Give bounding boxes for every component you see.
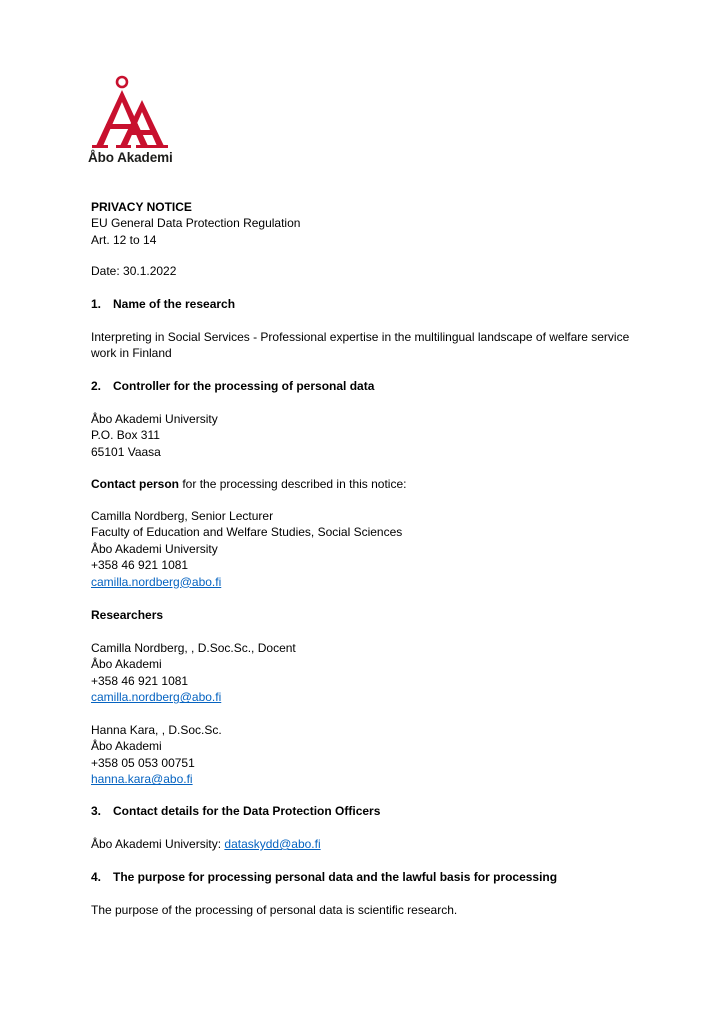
section-number: 4.: [91, 870, 102, 884]
researcher-1-email-link[interactable]: camilla.nordberg@abo.fi: [91, 690, 222, 705]
articles-line: Art. 12 to 14: [91, 232, 157, 247]
section-number: 2.: [91, 379, 102, 393]
section-2-heading: [91, 378, 671, 394]
researcher-1: Camilla Nordberg, , D.Soc.Sc., Docent Åbo Akademi +358 46 921 1081 camilla.nordberg@abo.fi: [91, 641, 296, 705]
section-number: 1.: [91, 297, 102, 311]
section-title: Name of the research: [113, 297, 236, 311]
contact-person-details: Camilla Nordberg, Senior Lecturer Faculty of Education and Welfare Studies, Social Sciences Åbo Akademi University +358 46 921 1081 camilla.nordberg@abo.fi: [91, 509, 403, 589]
researcher-2: Hanna Kara, , D.Soc.Sc. Åbo Akademi +358 05 053 00751 hanna.kara@abo.fi: [91, 723, 222, 787]
section-4-heading: [91, 869, 671, 885]
section-4-body: The purpose of the processing of personal data is scientific research.: [91, 903, 458, 917]
regulation-line: EU General Data Protection Regulation: [91, 216, 301, 231]
document-title: PRIVACY NOTICE: [91, 200, 192, 214]
contact-person-label: Contact person: [91, 477, 180, 491]
document-header: [91, 199, 671, 248]
abo-akademi-logo-icon: [88, 74, 180, 154]
section-title: Controller for the processing of personal data: [113, 379, 375, 393]
section-title: Contact details for the Data Protection Officers: [113, 804, 381, 818]
section-3-heading: [91, 803, 671, 819]
section-1-heading: [91, 296, 671, 312]
section-1-body: Interpreting in Social Services - Professional expertise in the multilingual landscape of welfare service work in Finland: [91, 330, 630, 361]
dpo-contact: Åbo Akademi University: dataskydd@abo.fi: [91, 837, 321, 851]
section-number: 3.: [91, 804, 102, 818]
document-date: Date: 30.1.2022: [91, 264, 177, 278]
contact-person-intro: Contact person for the processing described in this notice:: [91, 477, 407, 491]
researcher-2-email-link[interactable]: hanna.kara@abo.fi: [91, 772, 193, 787]
controller-address: Åbo Akademi University P.O. Box 311 65101 Vaasa: [91, 412, 218, 459]
contact-email-link[interactable]: camilla.nordberg@abo.fi: [91, 574, 222, 589]
logo-wordmark: Åbo Akademi: [88, 150, 173, 165]
section-title: The purpose for processing personal data and the lawful basis for processing: [113, 870, 558, 884]
researchers-heading: Researchers: [91, 608, 164, 622]
dpo-email-link[interactable]: dataskydd@abo.fi: [224, 837, 321, 851]
